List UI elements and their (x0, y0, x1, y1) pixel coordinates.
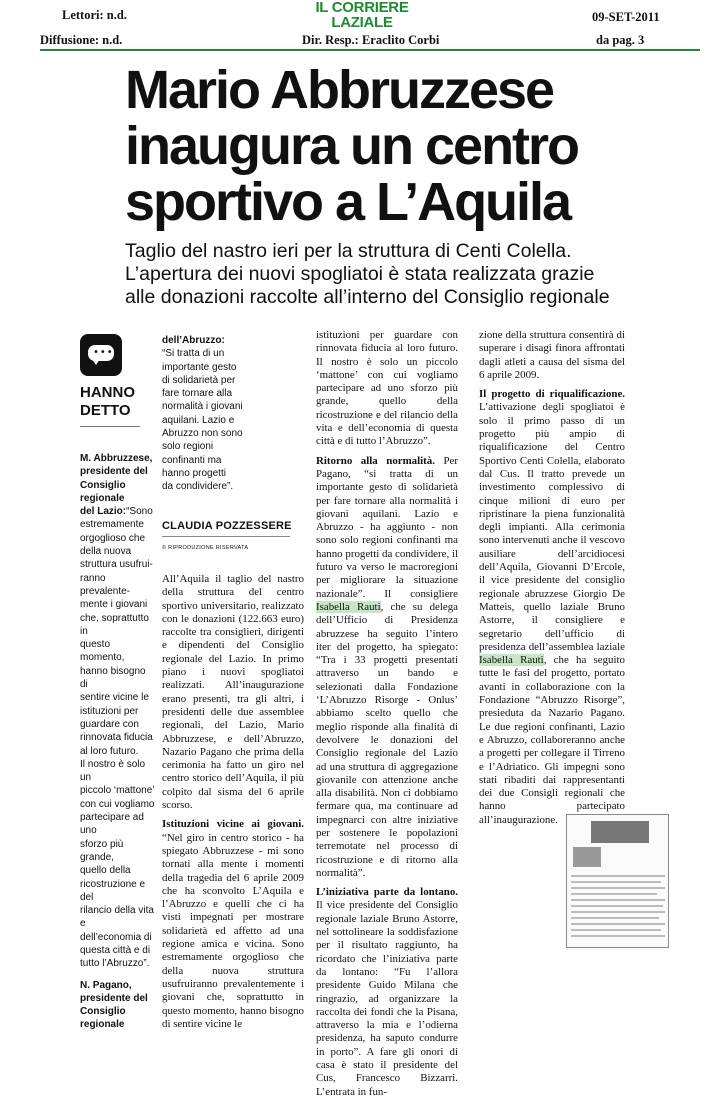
quote-line: hanno bisogno di (80, 665, 146, 691)
header-rule (40, 49, 700, 51)
quote-line: sentire vicine le (80, 692, 149, 704)
quote-line: dell’economia di (80, 931, 152, 943)
thumbnail-line (571, 881, 661, 883)
quote-line: sforzo più grande, (80, 838, 124, 863)
sidebar-quote-column-1 (80, 452, 156, 1032)
thumbnail-line (571, 929, 661, 931)
subhead-line: alle donazioni raccolte all’interno del Consiglio regionale (125, 286, 610, 308)
thumbnail-image (573, 847, 601, 867)
quote-line: aquilani. Lazio e (162, 414, 235, 426)
headline-line: Mario Abbruzzese (125, 60, 554, 120)
divider (162, 536, 290, 537)
subheadline (125, 240, 695, 309)
section-subheading: Il progetto di riqualificazione. (479, 388, 625, 401)
speaker-role: presidente del (80, 992, 148, 1004)
quote-line: hanno progetti (162, 467, 226, 479)
quote-line: rinnovata fiducia (80, 732, 153, 744)
quote-line: rilancio della vita e (80, 905, 154, 930)
divider (80, 426, 140, 427)
body-paragraph: Istituzioni vicine ai giovani. “Nel giro in centro storico - ha spiegato Abbruzzese - mi sono tornati alla mente i momenti della tragedia del 6 aprile 2009 che ha sconvolto L’Aquila e l’Abruzzo e quelli che ci ha visti impegnati per mostrare solidarietà ed affetto ad una regione amica e vicina. Sono estremamente orgoglioso che della nuova struttura usufruiranno prevalentemente i giovani che, soprattutto in questo momento, hanno bisogno di sentire vicine le (162, 818, 304, 1030)
quote-line: della nuova (80, 546, 132, 558)
thumbnail-line (571, 887, 665, 889)
thumbnail-headline (591, 821, 649, 843)
speaker-role: regionale (80, 492, 125, 504)
highlighted-name: Isabella Rauti (479, 654, 544, 667)
speaker-role: Consiglio (80, 1006, 126, 1018)
body-paragraph: All’Aquila il taglio del nastro della struttura del centro sportivo universitario, realizzato con le donazioni (122.663 euro) raccolte tra consiglieri, dirigenti e dipendenti del Consiglio regionale del Lazio. In primo piano i nuovi spogliatoi realizzati. All’inaugurazione erano presenti, tra gli altri, i presidenti delle due assemblee regionali, del Lazio, Mario Abbruzzese, e dell’Abruzzo, Nazario Pagano che prima della cerimonia ha fatto un giro nel centro storico dell’Aquila, il più colpito dal sisma del 6 aprile scorso. (162, 573, 304, 812)
quote-line: quello della (80, 865, 131, 877)
headline-line: sportivo a L’Aquila (125, 172, 571, 232)
quote-line: normalità i giovani (162, 401, 243, 413)
speaker-name: M. Abbruzzese, (80, 453, 153, 464)
sidebar-quote-column-2 (162, 334, 244, 494)
quote-line: questa città e di (80, 944, 151, 956)
quote-line: partecipare ad uno (80, 812, 144, 837)
headline (125, 62, 685, 230)
quote-line: guardare con (80, 718, 139, 730)
subhead-line: Taglio del nastro ieri per la struttura di Centi Colella. (125, 240, 572, 262)
thumbnail-line (571, 923, 665, 925)
quote-line: Il nostro è solo un (80, 758, 146, 784)
body-paragraph: L’iniziativa parte da lontano. Il vice presidente del Consiglio regionale laziale Bruno Astorre, nel sottolineare la soddisfazione per il risultato raggiunto, ha ricordato che l’iniziativa parte da lontano: “Fu l’allora presidente Guido Milana che ringrazio, ad organizzare la raccolta dei fondi che la Pisana, attraverso la mia e l’odierna presidenza, ha saputo condurre in porto”. A fare gli onori di casa è stato il presidente del Cus, Francesco Bizzarri. L’entrata in fun- (316, 886, 458, 1098)
circulation-label: Diffusione: n.d. (40, 33, 123, 47)
body-column-3 (479, 329, 625, 827)
quote-line: questo momento, (80, 639, 125, 664)
sidebar-label (80, 384, 135, 420)
byline: CLAUDIA POZZESSERE (162, 520, 292, 532)
speaker-role: dell’Abruzzo: (162, 335, 225, 346)
quote-line: struttura usufrui- (80, 559, 153, 571)
quote-line: di solidarietà per (162, 374, 236, 386)
subhead-line: L’apertura dei nuovi spogliatoi è stata realizzata grazie (125, 263, 595, 285)
page-thumbnail (566, 814, 669, 948)
quote-line: orgoglioso che (80, 532, 146, 544)
speaker-role: presidente del (80, 466, 148, 478)
quote-line: ricostruzione e del (80, 878, 146, 903)
copyright-note: © RIPRODUZIONE RISERVATA (162, 545, 249, 551)
readers-label: Lettori: n.d. (62, 8, 127, 22)
body-column-2 (316, 329, 458, 1099)
highlighted-name: Isabella Rauti (316, 600, 381, 613)
quote-line: mente i giovani (80, 599, 148, 611)
quote-line: piccolo ‘mattone’ (80, 785, 155, 797)
quote-line: del Lazio:“Sono (80, 506, 153, 518)
sidebar-label-line: HANNO (80, 384, 135, 401)
director-label: Dir. Resp.: Eraclito Corbi (302, 33, 440, 47)
thumbnail-line (571, 899, 665, 901)
section-subheading: L’iniziativa parte da lontano. (316, 886, 458, 899)
quote-line: che, soprattutto in (80, 612, 149, 637)
headline-line: inaugura un centro (125, 116, 579, 176)
quote-line: istituzioni per (80, 705, 139, 717)
quote-line: estremamente (80, 519, 144, 531)
section-subheading: Ritorno alla normalità. (316, 454, 435, 467)
page-label: da pag. 3 (596, 33, 645, 47)
logo-line-2: LAZIALE (331, 14, 393, 31)
quote-line: confinanti ma (162, 454, 222, 466)
quote-line: ranno prevalente- (80, 572, 131, 597)
thumbnail-line (571, 905, 663, 907)
thumbnail-line (571, 893, 657, 895)
thumbnail-line (571, 875, 665, 877)
quote-line: Abruzzo non sono (162, 428, 243, 440)
sidebar-label-line: DETTO (80, 402, 131, 419)
speaker-name: N. Pagano, (80, 979, 132, 991)
body-paragraph: Ritorno alla normalità. Per Pagano, “si tratta di un importante gesto di solidarietà per fare tornare alla normalità i giovani aquilani. Lazio e Abruzzo - ha aggiunto - non sono solo regioni confinanti ma hanno progetti da condividere, il futuro va verso le macroregioni per migliorare la situazione nazionale”. Il consigliere Isabella Rauti, che su delega dell’Ufficio di Presidenza abruzzese ha seguito l’intero iter del progetto, ha spiegato: “Tra i 33 progetti presentati attraverso un bando e selezionati dalla Fondazione ‘L’Abruzzo Risorge - Onlus’ abbiamo scelto quello che meglio risponde alla finalità di devolvere le donazioni del Consiglio regionale del Lazio ad una struttura di aggregazione giovanile con attenzione anche alla disabilità. Non ci dobbiamo fermare qua, ma continuare ad impegnarci con altre iniziative per sostenere le popolazioni terremotate nel processo di ricostruzione e di ritorno alla normalità”. (316, 454, 458, 879)
body-paragraph: zione della struttura consentirà di superare i disagi finora affrontati dagli atleti a causa del sisma del 6 aprile 2009. (479, 329, 625, 381)
body-column-1 (162, 573, 304, 1031)
quote-line: tutto l’Abruzzo”. (80, 958, 150, 970)
quote-line: con cui vogliamo (80, 798, 155, 810)
speech-bubble-icon: ••• (80, 334, 122, 376)
quote-line: solo regioni (162, 441, 214, 453)
quote-line: al loro futuro. (80, 745, 139, 757)
speaker-role: regionale (80, 1019, 125, 1031)
quote-line: fare tornare alla (162, 388, 233, 400)
quote-line: “Si tratta di un (162, 348, 225, 360)
speaker-role: Consiglio (80, 479, 126, 491)
newspaper-logo (302, 0, 422, 32)
thumbnail-line (571, 917, 659, 919)
date-label: 09-SET-2011 (592, 10, 660, 24)
body-paragraph: istituzioni per guardare con rinnovata fiducia al loro futuro. Il nostro è solo un piccolo ‘mattone’ con cui vogliamo partecipare ad uno sforzo più grande, quello della ricostruzione e del rilancio della vita e dell’economia di questa città e di tutto l’Abruzzo”. (316, 329, 458, 448)
thumbnail-line (571, 911, 665, 913)
body-paragraph: Il progetto di riqualificazione. L’attivazione degli spogliatoi è solo il primo passo di un progetto più ampio di riqualificazione del Centro Sportivo Centi Colella, elaborato dal Cus. Il tratto prevede un investimento complessivo di cinque milioni di euro per ripristinare la piena funzionalità degli impianti. Alla cerimonia sono intervenuti anche il vescovo ausiliare dell’arcidiocesi dell’Aquila, Giovanni D’Ercole, il vice presidente del consiglio regionale abruzzese Giorgio De Matteis, quello laziale Bruno Astorre, il consigliere e segretario dell’ufficio di presidenza dell’assemblea laziale Isabella Rauti, che ha seguito tutte le fasi del progetto, portato avanti in collaborazione con la Fondazione “Abruzzo Risorge”, presieduta da Nazario Pagano. Le due regioni confinanti, Lazio e Abruzzo, collaboreranno anche a progetti per collegare il Tirreno e l’Adriatico. Gli impegni sono stati ribaditi dai rappresentanti dei due Consigli regionali che hanno partecipato all’inaugurazione. (479, 388, 625, 826)
thumbnail-line (571, 935, 665, 937)
logo-line-1: IL CORRIERE (315, 0, 409, 16)
quote-line: importante gesto (162, 361, 237, 373)
section-subheading: Istituzioni vicine ai giovani. (162, 818, 304, 831)
quote-line: da condividere”. (162, 481, 234, 493)
